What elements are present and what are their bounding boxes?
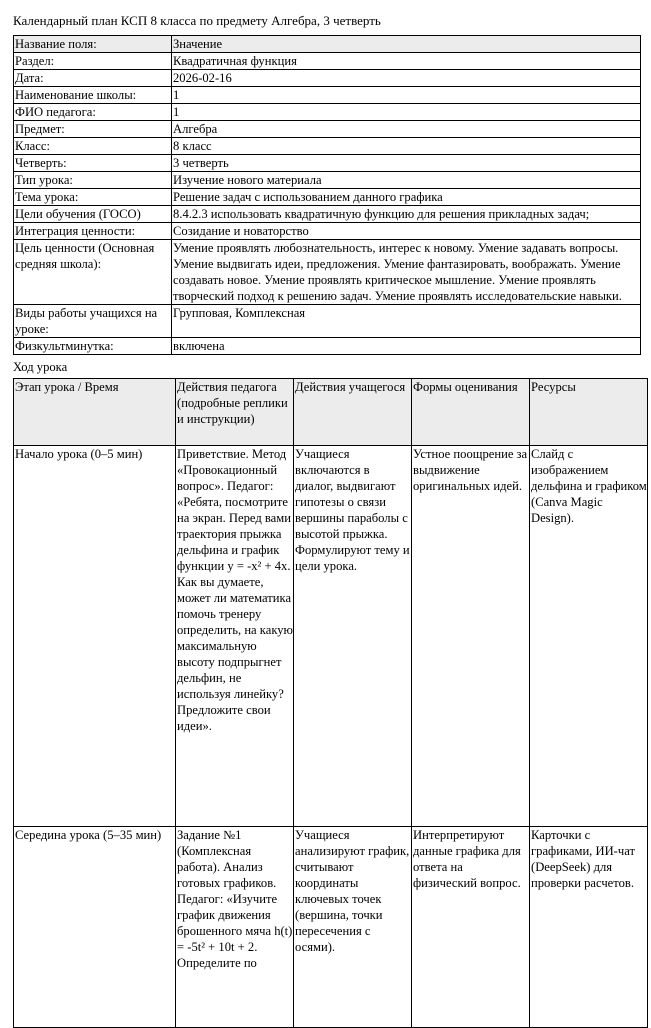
info-header-row (14, 36, 641, 53)
info-header-value: Значение (172, 36, 641, 53)
flow-stage: Начало урока (0–5 мин) (14, 446, 176, 827)
flow-student-actions: Учащиеся включаются в диалог, выдвигают гипотезы о связи вершины параболы с высотой прыжка. Формулируют тему и цели урока. (294, 446, 412, 827)
document-title: Календарный план КСП 8 класса по предмету Алгебра, 3 четверть (13, 13, 381, 28)
info-row-class (14, 138, 641, 155)
info-value: Решение задач с использованием данного графика (172, 189, 641, 206)
info-value: Изучение нового материала (172, 172, 641, 189)
flow-header-stage: Этап урока / Время (14, 379, 176, 446)
info-row-section (14, 53, 641, 70)
info-row-work-types (14, 305, 641, 338)
info-value: 3 четверть (172, 155, 641, 172)
info-row-value-integration (14, 223, 641, 240)
info-row-topic (14, 189, 641, 206)
info-field: ФИО педагога: (14, 104, 172, 121)
info-value: 2026-02-16 (172, 70, 641, 87)
info-value: Созидание и новаторство (172, 223, 641, 240)
info-row-date (14, 70, 641, 87)
flow-header-row (14, 379, 648, 446)
info-row-objectives (14, 206, 641, 223)
info-header-field: Название поля: (14, 36, 172, 53)
flow-header-resources: Ресурсы (530, 379, 648, 446)
info-field: Виды работы учащихся на уроке: (14, 305, 172, 338)
flow-assessment: Устное поощрение за выдвижение оригинальных идей. (412, 446, 530, 827)
lesson-flow-table (13, 378, 648, 1028)
info-field: Наименование школы: (14, 87, 172, 104)
info-row-subject (14, 121, 641, 138)
flow-header-assessment: Формы оценивания (412, 379, 530, 446)
info-field: Тип урока: (14, 172, 172, 189)
flow-header-student: Действия учащегося (294, 379, 412, 446)
flow-resources: Карточки с графиками, ИИ-чат (DeepSeek) для проверки расчетов. (530, 827, 648, 1028)
info-value: 8 класс (172, 138, 641, 155)
info-field: Тема урока: (14, 189, 172, 206)
lesson-flow-title: Ход урока (13, 360, 68, 374)
info-row-value-goal (14, 240, 641, 305)
flow-teacher-actions: Задание №1 (Комплексная работа). Анализ готовых графиков. Педагог: «Изучите график движения брошенного мяча h(t) = -5t² + 10t + 2. Определите по (176, 827, 294, 1028)
info-row-teacher (14, 104, 641, 121)
flow-header-teacher: Действия педагога (подробные реплики и инструкции) (176, 379, 294, 446)
info-row-quarter (14, 155, 641, 172)
info-field: Предмет: (14, 121, 172, 138)
info-value: включена (172, 338, 641, 355)
flow-student-actions: Учащиеся анализируют график, считывают координаты ключевых точек (вершина, точки пересечения с осями). (294, 827, 412, 1028)
flow-row-middle (14, 827, 648, 1028)
info-field: Дата: (14, 70, 172, 87)
flow-row-start (14, 446, 648, 827)
info-field: Цель ценности (Основная средняя школа): (14, 240, 172, 305)
flow-stage: Середина урока (5–35 мин) (14, 827, 176, 1028)
info-field: Физкультминутка: (14, 338, 172, 355)
flow-teacher-actions: Приветствие. Метод «Провокационный вопрос». Педагог: «Ребята, посмотрите на экран. Перед вами траектория прыжка дельфина и график функции y = -x² + 4x. Как вы думаете, может ли математика помочь тренеру определить, на какую максимальную высоту подпрыгнет дельфин, не используя линейку? Предложите свои идеи». (176, 446, 294, 827)
info-row-physical-break (14, 338, 641, 355)
info-field: Класс: (14, 138, 172, 155)
flow-assessment: Интерпретируют данные графика для ответа на физический вопрос. (412, 827, 530, 1028)
info-value: 8.4.2.3 использовать квадратичную функцию для решения прикладных задач; (172, 206, 641, 223)
info-row-school (14, 87, 641, 104)
info-value: Квадратичная функция (172, 53, 641, 70)
info-value: Умение проявлять любознательность, интерес к новому. Умение задавать вопросы. Умение выдвигать идеи, предложения. Умение фантазировать, воображать. Умение создавать новое. Умение проявлять критическое мышление. Умение проявлять творческий подход к решению задач. Умение проявлять исследовательские навыки. (172, 240, 641, 305)
info-value: Алгебра (172, 121, 641, 138)
info-row-lesson-type (14, 172, 641, 189)
info-field: Четверть: (14, 155, 172, 172)
info-value: Групповая, Комплексная (172, 305, 641, 338)
info-field: Раздел: (14, 53, 172, 70)
info-value: 1 (172, 87, 641, 104)
flow-resources: Слайд с изображением дельфина и графиком (Canva Magic Design). (530, 446, 648, 827)
info-field: Цели обучения (ГОСО) (14, 206, 172, 223)
lesson-info-table (13, 35, 641, 355)
info-field: Интеграция ценности: (14, 223, 172, 240)
info-value: 1 (172, 104, 641, 121)
